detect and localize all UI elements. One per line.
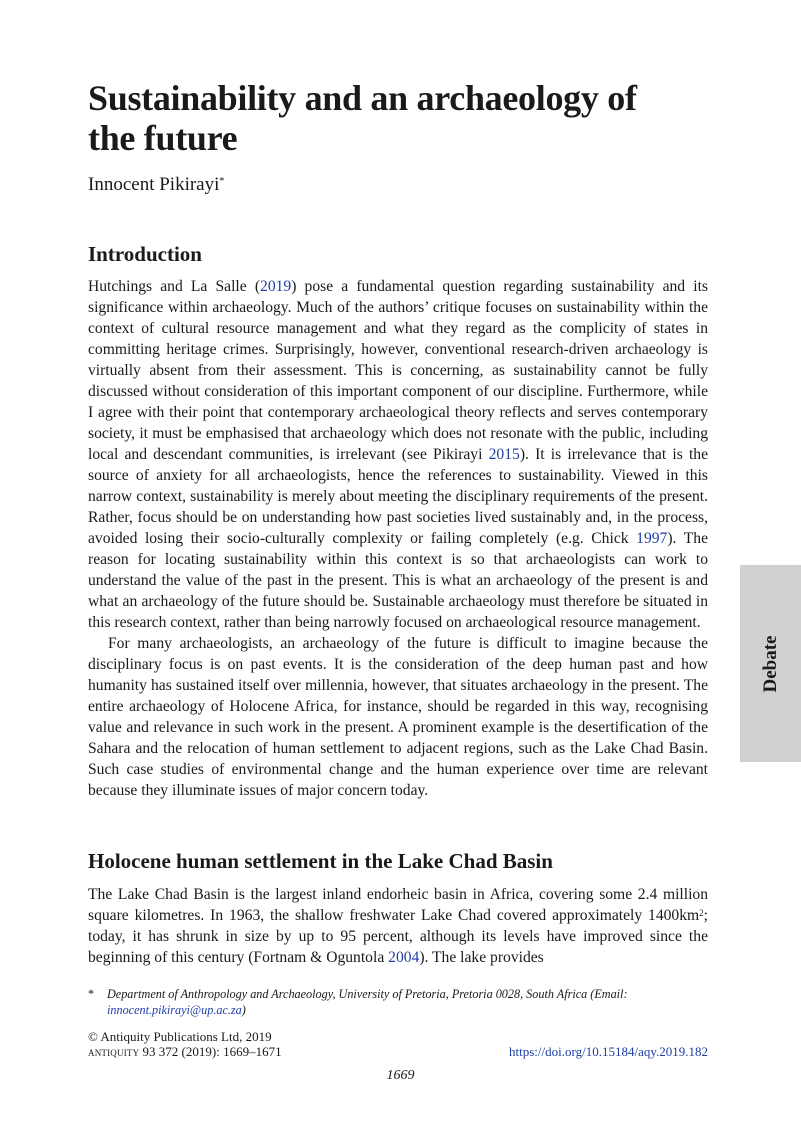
footer-citation [88, 1029, 282, 1059]
author-name: Innocent Pikirayi [88, 174, 220, 195]
footnote-affiliation: Department of Anthropology and Archaeology, University of Pretoria, Pretoria 0028, South Africa (Email: [107, 987, 628, 1001]
journal-name: antiquity [88, 1044, 140, 1059]
section-heading-holocene: Holocene human settlement in the Lake Chad Basin [88, 849, 553, 873]
citation-link-1997[interactable]: 1997 [636, 530, 668, 547]
text-run: ). It is irrelevance that is the source of anxiety for all archaeologists, hence the references to sustainability. Viewed in this narrow context, sustainability is merely about meeting the disciplinary requirements of the present. Rather, focus should be on understanding how past societies lived sustainably and, in the process, avoided losing their socio-culturally complexity or failing completely (e.g. Chick [88, 446, 708, 547]
introduction-paragraph-1 [88, 276, 708, 633]
text-run: ; today, it has shrunk in size by up to 95 percent, although its levels have improved since the beginning of this century (Fortnam & Oguntola [88, 907, 708, 966]
footnote-close: ) [241, 1003, 246, 1017]
author-affiliation-footnote [88, 986, 708, 1018]
copyright-line: © Antiquity Publications Ltd, 2019 [88, 1029, 272, 1044]
article-title: Sustainability and an archaeology of the future [88, 78, 637, 158]
section-side-tab [740, 565, 801, 762]
volume-pages: 93 372 (2019): 1669–1671 [142, 1044, 282, 1059]
citation-link-2015[interactable]: 2015 [488, 446, 520, 463]
superscript: 2 [699, 908, 704, 918]
author-line [88, 173, 224, 197]
email-link[interactable]: innocent.pikirayi@up.ac.za [107, 1003, 242, 1017]
text-run: Hutchings and La Salle ( [88, 278, 261, 295]
holocene-paragraph-1 [88, 884, 708, 968]
footnote-text [88, 986, 708, 1018]
holocene-body [88, 884, 708, 968]
author-footnote-mark[interactable]: * [219, 176, 225, 187]
text-run: ). The lake provides [419, 949, 544, 966]
footnote-mark: * [88, 987, 95, 1001]
text-run: ). The reason for locating sustainability within this context is so that archaeologists can work to understand the value of the past in the present. This is what an archaeology of the present is and what an archaeology of the future should be. Sustainable archaeology must therefore be situated in this research context, rather than being narrowly focused on archaeological resource management. [88, 530, 709, 631]
side-tab-label: Debate [759, 635, 781, 692]
citation-link-2019[interactable]: 2019 [260, 278, 292, 295]
citation-link-2004[interactable]: 2004 [388, 949, 420, 966]
introduction-paragraph-2: For many archaeologists, an archaeology of the future is difficult to imagine because the disciplinary focus is on past events. It is the consideration of the deep human past and how humanity has sustained itself over millennia, however, that situates archaeology in the present. The entire archaeology of Holocene Africa, for instance, should be regarded in this way, recognising value and relevance in such work in the present. A prominent example is the desertification of the Sahara and the relocation of human settlement to adjacent regions, such as the Lake Chad Basin. Such case studies of environmental change and the human experience over time are relevant because they illuminate issues of major concern today. [88, 635, 708, 799]
doi-link[interactable]: https://doi.org/10.15184/aqy.2019.182 [509, 1044, 708, 1059]
text-run: ) pose a fundamental question regarding sustainability and its significance within archaeology. Much of the authors’ critique focuses on sustainability within the context of cultural resource management and what they regard as the complicity of states in committing heritage crimes. Surprisingly, however, conventional research-driven archaeology is virtually absent from their assessment. This is concerning, as sustainability cannot be fully discussed without consideration of this important component of our discipline. Furthermore, while I agree with their point that contemporary archaeological theory reflects and serves contemporary society, it must be emphasised that archaeology which does not resonate with the public, including local and descendant communities, is irrelevant (see Pikirayi [88, 278, 708, 463]
section-heading-introduction: Introduction [88, 242, 202, 266]
introduction-body [88, 276, 708, 801]
text-run: The Lake Chad Basin is the largest inland endorheic basin in Africa, covering some 2.4 million square kilometres. In 1963, the shallow freshwater Lake Chad covered approximately 1400km [88, 886, 708, 924]
journal-line [88, 1044, 282, 1059]
page-number: 1669 [386, 1068, 415, 1083]
